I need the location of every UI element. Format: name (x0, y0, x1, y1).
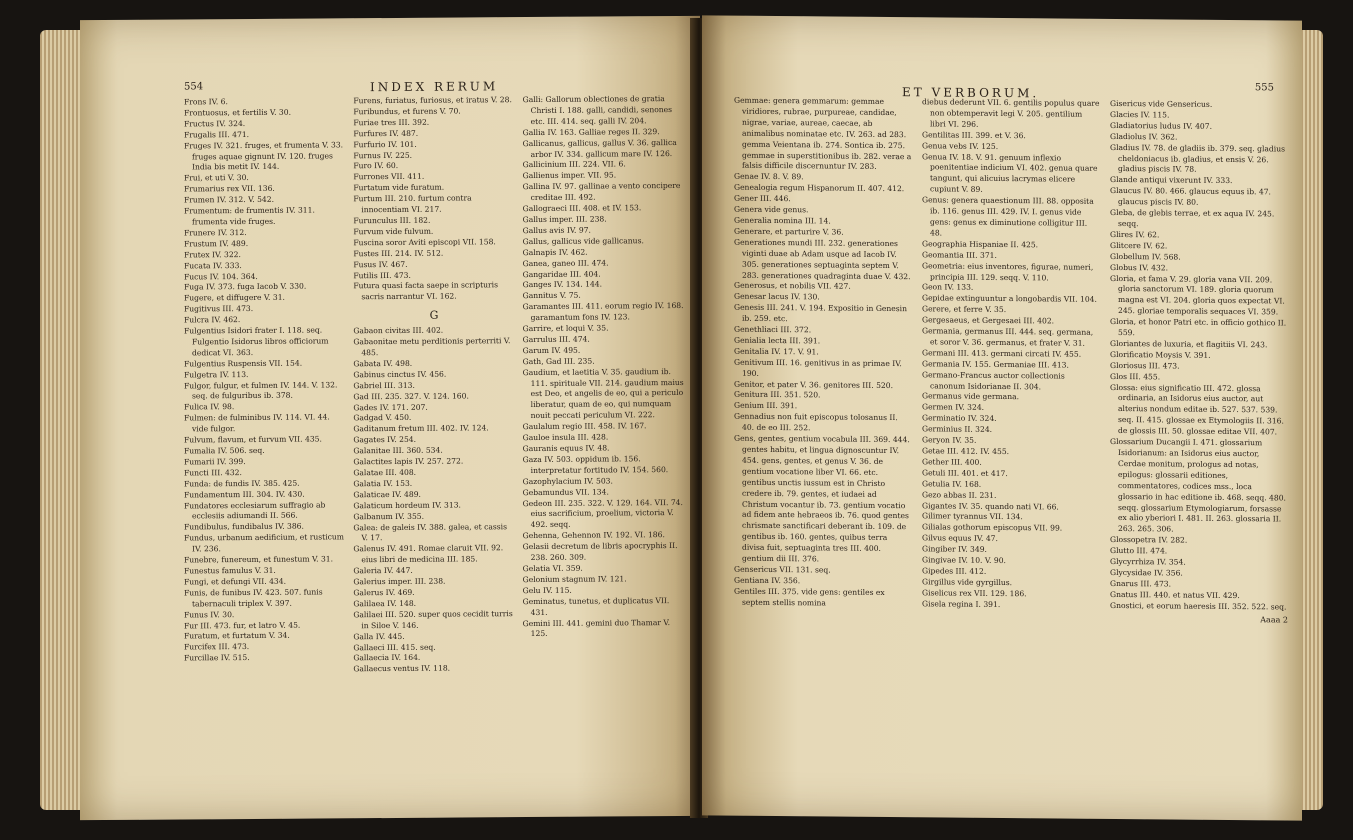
index-entry: Fumalia IV. 506. seq. (184, 445, 265, 456)
index-entry: Gedeon III. 235. 322. V. 129. 164. VII. 74. eius sacrificium, proelium, victoria V. 492. seqq. (522, 497, 683, 530)
index-entry: Galea: de galeis IV. 388. galea, et cassis V. 17. (353, 521, 507, 543)
index-entry: Glutto III. 474. (1110, 546, 1168, 556)
index-entry: Fulica IV. 98. (184, 402, 235, 412)
index-entry: Furiae tres III. 392. (353, 117, 430, 128)
index-entry: Gaza IV. 503. oppidum ib. 156. interpretatur fortitudo IV. 154. 560. (522, 454, 669, 475)
index-entry: Futilis III. 473. (353, 270, 411, 280)
index-entry: Galeria IV. 447. (353, 565, 413, 576)
index-entry: Gnatus III. 440. et natus VII. 429. (1110, 589, 1240, 600)
index-entry: Fulgetra IV. 113. (184, 369, 249, 380)
index-entry: Frugalis III. 471. (184, 129, 250, 140)
index-entry: Functi III. 432. (184, 467, 242, 478)
index-entry: Galatia IV. 153. (353, 478, 413, 489)
index-entry: Ganea, ganeo III. 474. (522, 258, 609, 268)
index-entry: Furfures IV. 487. (353, 128, 419, 138)
index-entry: Gingivae IV. 10. V. 90. (922, 555, 1006, 566)
index-entry: Fustes III. 214. IV. 512. (353, 248, 444, 258)
index-entry: Gergesaeus, et Gergesaei III. 402. (922, 315, 1055, 326)
index-entry: Getae III. 412. IV. 455. (922, 446, 1010, 457)
index-entry: Gladiatorius ludus IV. 407. (1110, 120, 1212, 131)
index-entry: Glossa: eius significatio III. 472. glossa ordinaria, an Isidorus eius auctor, aut alterius nondum editae ib. 527. 537. 539. seq. II. 415. glossae ex Etymologiis II. 316. de glossis III. 50. glossae editae VII. 407. (1110, 382, 1284, 437)
index-entry: Gelonium stagnum IV. 121. (522, 574, 627, 584)
index-entry: Gaditanum fretum III. 402. IV. 124. (353, 423, 489, 434)
index-entry: Germano-Francus auctor collectionis canonum Isidorianae II. 304. (922, 369, 1065, 391)
index-entry: Gallia IV. 163. Galliae reges II. 329. (522, 126, 660, 137)
index-entry: Genium III. 391. (734, 401, 798, 411)
index-entry: Frumen IV. 312. V. 542. (184, 194, 274, 205)
index-entry: Genus: genera quaestionum III. 88. opposita ib. 116. genus III. 429. IV. I. genus vide gens: genus ex diminutione colligitur III. 48. (922, 195, 1094, 238)
index-entry: Getulia IV. 168. (922, 479, 982, 489)
index-entry: Gangaridae III. 404. (522, 269, 601, 279)
index-entry: Gallaecia IV. 164. (353, 653, 421, 663)
index-entry: Fundus, urbanum aedificium, et rusticum IV. 236. (184, 532, 345, 554)
index-entry: Geon IV. 133. (922, 282, 974, 293)
index-entry: Getuli III. 401. et 417. (922, 468, 1008, 478)
index-entry: Fugitivus III. 473. (184, 304, 254, 314)
index-entry: Germinatio IV. 324. (922, 413, 997, 424)
index-entry: Fulcra IV. 462. (184, 315, 241, 325)
index-entry: Geographia Hispaniae II. 425. (922, 239, 1039, 250)
index-entry: Glossarium Ducangii I. 471. glossarium Isidorianum: an Isidorus eius auctor, Cerdae monitum, prologus ad notas, epilogus: glossarii editiones, commentatores, codices mss., loca glossario in hac editione ib. 468. seqq. 480. seqq. glossarium Etymologiarum, forsasse ex alio yberiori I. 481. II. 263. glossaria II. 263. 265. 306. (1110, 437, 1286, 534)
index-entry: Gleba, de glebis terrae, et ex aqua IV. 245. seqq. (1110, 208, 1275, 229)
index-entry: Germani III. 413. germani circati IV. 455. (922, 348, 1082, 359)
index-entry: Gehenna, Gehennon IV. 192. VI. 186. (522, 530, 665, 541)
index-entry: Genesis III. 241. V. 194. Expositio in Genesin ib. 259. etc. (734, 302, 907, 324)
index-entry: Gallus avis IV. 97. (522, 225, 591, 235)
index-entry: Gether III. 400. (922, 457, 982, 467)
index-entry: Gloriosus III. 473. (1110, 360, 1180, 371)
index-entry: Fulgentius Ruspensis VII. 154. (184, 358, 303, 369)
index-entry: Genesar lacus IV. 130. (734, 291, 820, 302)
index-entry: Genitor, et pater V. 36. genitores III. 520. (734, 379, 894, 390)
index-entry: Galbanum IV. 355. (353, 511, 425, 521)
index-entry: Glaucus IV. 80. 466. glaucus equus ib. 47. glaucus piscis IV. 80. (1110, 186, 1271, 207)
index-entry: Glorificatio Moysis V. 391. (1110, 349, 1211, 360)
index-entry: Fucus IV. 104. 364. (184, 271, 258, 281)
index-entry: Gensericus VII. 131. seq. (734, 564, 831, 575)
index-entry: Fucata IV. 333. (184, 260, 242, 271)
signature-mark: Aaaa 2 (1260, 614, 1288, 625)
index-entry: Ganges IV. 134. 144. (522, 279, 603, 290)
index-entry: Girgillus vide gyrgillus. (922, 577, 1013, 587)
index-entry: Glycyrrhiza IV. 354. (1110, 557, 1186, 567)
index-entry: Frumentum: de frumentis IV. 311. frumenta vide fruges. (184, 205, 315, 227)
index-entry: Frumarius rex VII. 136. (184, 184, 275, 194)
index-entry: Gallicinium III. 224. VII. 6. (522, 159, 626, 170)
index-entry: Gentiles III. 375. vide gens: gentiles ex septem stellis nomina (734, 586, 885, 608)
index-entry: Gerere, et ferre V. 35. (922, 304, 1007, 315)
index-entry: Frustum IV. 489. (184, 238, 249, 249)
index-entry: Gener III. 446. (734, 193, 791, 204)
index-entry: Gladius IV. 78. de gladiis ib. 379. seq. gladius cheldoniacus ib. gladius, et ensis V. 26. gladius piscis IV. 78. (1110, 142, 1286, 175)
index-columns (734, 96, 1288, 624)
index-entry: diebus dederunt VII. 6. gentilis populus quare non obtemperavit legi V. 205. gentilium libri VI. 296. (922, 97, 1100, 129)
index-entry: Gabata IV. 498. (353, 358, 413, 369)
index-entry: Generalia nomina III. 14. (734, 215, 831, 226)
index-entry: Fruges IV. 321. fruges, et frumenta V. 33. fruges aquae gignunt IV. 120. fruges India bis metit IV. 144. (184, 139, 344, 172)
index-entry: Gloriantes de luxuria, et flagitiis VI. 243. (1110, 338, 1268, 350)
index-entry: Gemmae: genera gemmarum: gemmae viridiores, rubrae, purpureae, candidae, nigrae, variae, aureae, caecae, ab animalibus nominatae etc. IV. 263. ad 283. gemma Veientana ib. 274. Sontica ib. 275. gemmae in superstitionibus ib. 282. verae a falsis difficile discernuntur IV. 283. (734, 95, 912, 172)
index-entry: Gabaon civitas III. 402. (353, 325, 444, 336)
index-entry: Gentiana IV. 356. (734, 575, 801, 586)
index-entry: Garum IV. 495. (522, 345, 581, 355)
index-entry: Galenus IV. 491. Romae claruit VII. 92. eius libri de medicina III. 185. (353, 543, 504, 565)
index-entry: Gebamundus VII. 134. (522, 487, 609, 497)
index-entry: Galerus IV. 469. (353, 587, 415, 598)
index-entry: Fusus IV. 467. (353, 259, 408, 269)
index-entry: Gazophylacium IV. 503. (522, 476, 613, 486)
index-entry: Genera vide genus. (734, 204, 809, 215)
index-entry: Fulmen: de fulminibus IV. 114. VI. 44. vide fulgor. (184, 412, 330, 434)
index-entry: Gennadius non fuit episcopus tolosanus II. 40. de eo III. 252. (734, 411, 898, 433)
index-entry: Gannitus V. 75. (522, 290, 581, 301)
index-entry: Futura quasi facta saepe in scripturis sacris narrantur VI. 162. (353, 280, 498, 302)
index-entry: Gisericus vide Gensericus. (1110, 98, 1213, 109)
index-entry: Gigantes IV. 35. quando nati VI. 66. (922, 500, 1059, 512)
index-entry: Gallicanus, gallicus, gallus V. 36. gallica arbor IV. 334. gallicum mare IV. 126. (522, 137, 677, 159)
index-entry: Galla IV. 445. (353, 631, 405, 641)
index-entry: Furibundus, et furens V. 70. (353, 106, 461, 117)
index-entry: Galerius imper. III. 238. (353, 576, 446, 587)
index-entry: Furcillae IV. 515. (184, 653, 250, 663)
index-entry: Genitalia IV. 17. V. 91. (734, 346, 819, 357)
index-column-3 (523, 94, 684, 674)
section-letter: G (429, 308, 439, 322)
index-entry: Fructus IV. 324. (184, 118, 246, 129)
index-entry: Glossopetra IV. 282. (1110, 535, 1188, 545)
index-entry: Frutex IV. 322. (184, 249, 241, 260)
index-entry: Gabriel III. 313. (353, 380, 415, 391)
book-edge-left (40, 30, 84, 810)
index-entry: Funebre, funereum, et funestum V. 31. (184, 554, 334, 565)
index-entry: Furrones VII. 411. (353, 172, 425, 182)
index-entry: Gades IV. 171. 207. (353, 402, 428, 412)
index-entry: Generationes mundi III. 232. generationes viginti duae ab Adam usque ad Iacob IV. 305. generationes septuaginta septem V. 283. generationes quadraginta duae V. 432. (734, 237, 911, 281)
index-entry: Fulvum, flavum, et furvum VII. 435. (184, 434, 322, 445)
page-number: 554 (184, 81, 204, 93)
index-entry: Fundatores ecclesiarum suffragio ab ecclesiis adiumandi II. 566. (184, 499, 326, 521)
index-entry: Gilvus equus IV. 47. (922, 533, 998, 544)
index-entry: Glitcere IV. 62. (1110, 240, 1168, 251)
index-entry: Gisela regina I. 391. (922, 598, 1001, 609)
index-entry: Gadgad V. 450. (353, 413, 412, 423)
index-entry: Fundibulus, fundibalus IV. 386. (184, 521, 304, 532)
index-entry: Globellum IV. 568. (1110, 251, 1181, 262)
index-entry: Gentilitas III. 399. et V. 36. (922, 130, 1026, 140)
index-entry: Furunculus III. 182. (353, 215, 431, 226)
index-entry: Galatae III. 408. (353, 467, 417, 478)
index-entry: Galaticae IV. 489. (353, 489, 421, 500)
index-entry: Globus IV. 432. (1110, 262, 1169, 273)
index-entry: Gloria, et fama V. 29. gloria vana VII. 209. gloria sanctorum VI. 189. gloria quorum magna est VI. 204. gloria quos expectat VI. 245. gloriae temporalis sequaces VI. 359. (1110, 273, 1285, 317)
index-entry: Furens, furiatus, furiosus, et iratus V. 28. (353, 95, 512, 106)
index-entry: Gath, Gad III. 235. (522, 356, 595, 366)
index-entry: Gnarus III. 473. (1110, 578, 1172, 589)
index-entry: Germanus vide germana. (922, 391, 1020, 402)
index-entry: Gaulalum regio III. 458. IV. 167. (522, 421, 647, 432)
index-entry: Fur III. 473. fur, et latro V. 45. (184, 620, 301, 630)
index-entry: Gallaecus ventus IV. 118. (353, 663, 451, 674)
index-entry: Galli: Gallorum oblectiones de gratia Christi I. 188. galli, candidi, senones etc. III. 414. seq. galli IV. 204. (522, 94, 673, 126)
index-entry: Genae IV. 8. V. 89. (734, 172, 804, 182)
index-entry: Germinius II. 324. (922, 424, 993, 435)
index-entry: Geometria: eius inventores, figurae, numeri, principia III. 129. seqq. V. 110. (922, 260, 1094, 282)
index-entry: Galaticum hordeum IV. 313. (353, 500, 461, 510)
index-entry: Galnapis IV. 462. (522, 247, 588, 257)
index-column-2 (353, 95, 514, 675)
index-entry: Gipedes III. 412. (922, 566, 987, 576)
index-entry: Geryon IV. 35. (922, 435, 977, 445)
index-entry: Furtum III. 210. furtum contra innocentiam VI. 217. (353, 193, 472, 215)
index-entry: Gallienus imper. VII. 95. (522, 170, 617, 181)
index-entry: Gelu IV. 115. (522, 585, 572, 595)
index-entry: Gallus, gallicus vide gallicanus. (522, 236, 644, 246)
book-edge-right (1299, 30, 1323, 810)
index-entry: Fulgentius Isidori frater I. 118. seq. Fulgentio Isidorus libros officiorum dedicat VI. 363. (184, 325, 329, 358)
index-entry: Generosus, et nobilis VII. 427. (734, 281, 851, 292)
index-entry: Fulgor, fulgur, et fulmen IV. 144. V. 132. seq. de fulguribus ib. 378. (184, 379, 338, 401)
index-entry: Galilaea IV. 148. (353, 598, 417, 609)
index-entry: Gelasii decretum de libris apocryphis II. 238. 260. 309. (522, 541, 678, 563)
index-entry: Fungi, et defungi VII. 434. (184, 576, 286, 587)
index-entry: Furfurio IV. 101. (353, 139, 417, 149)
index-entry: Fundamentum III. 304. IV. 430. (184, 489, 305, 500)
index-entry: Galilaei III. 520. super quos cecidit turris in Siloe V. 146. (353, 608, 513, 630)
index-entry: Gallaeci III. 415. seq. (353, 642, 436, 652)
index-entry: Glires IV. 62. (1110, 229, 1160, 240)
index-entry: Gilimer tyrannus VII. 134. (922, 511, 1023, 522)
index-entry: Garrulus III. 474. (522, 334, 590, 345)
index-entry: Giselicus rex VII. 129. 186. (922, 588, 1027, 598)
index-entry: Frunere IV. 312. (184, 227, 247, 238)
index-entry: Gad III. 235. 327. V. 124. 160. (353, 391, 469, 401)
index-entry: Genitura III. 351. 520. (734, 390, 821, 400)
index-entry: Furvum vide fulvum. (353, 226, 434, 237)
index-entry: Garrire, et loqui V. 35. (522, 323, 609, 334)
index-entry: Funestus famulus V. 31. (184, 565, 276, 576)
left-page (80, 16, 700, 820)
index-entry: Gepidae extinguuntur a longobardis VII. 104. (922, 293, 1097, 305)
index-entry: Gallograeci III. 408. et IV. 153. (522, 203, 642, 214)
index-column-3 (1110, 99, 1288, 624)
index-entry: Glacies IV. 115. (1110, 109, 1170, 120)
index-entry: Gelatia VI. 359. (522, 563, 583, 574)
index-column-1 (734, 96, 912, 621)
index-entry: Gabaonitae metu perditionis perterriti V. 485. (353, 336, 511, 358)
index-entry: Genua IV. 18. V. 91. genuum inflexio poenitentiae indicium VI. 402. genua quare tangunt, qui alicuius lacrymas elicere cupiunt V. 89. (922, 151, 1098, 195)
index-entry: Gauranis equus IV. 48. (522, 443, 610, 454)
index-entry: Gauloe insula III. 428. (522, 432, 609, 443)
index-entry: Germania, germanus III. 444. seq. germana, et soror V. 36. germanus, et frater V. 31. (922, 326, 1094, 348)
index-entry: Gens, gentes, gentium vocabula III. 369. 444. gentes habitu, et lingua dignoscuntur IV. 454. gens, gentes, et genus V. 36. de gentium vocatione liber VI. 66. etc. gentibus unctis iussum est in Christo credere ib. 79. gentes, et iudaei ad Christum vocantur ib. 73. gentium vocatio ad fidem ante hebraeos ib. 76. quod gentes chrismate sanctificari deberant ib. 109. de gentibus ib. 160. gentes, quibus terra divisa fuit, septuaginta tres III. 400. gentium dii III. 376. (734, 433, 910, 564)
index-entry: Galanitae III. 360. 534. (353, 445, 443, 456)
index-entry: Glycysidae IV. 356. (1110, 567, 1183, 578)
index-entry: Frontuosus, et fertilis V. 30. (184, 107, 291, 118)
index-entry: Gloria, et honor Patri etc. in officio gothico II. 559. (1110, 317, 1287, 338)
index-entry: Frons IV. 6. (184, 97, 228, 107)
index-entry: Fugere, et diffugere V. 31. (184, 293, 285, 303)
index-column-1 (184, 96, 345, 676)
index-entry: Fumarii IV. 399. (184, 456, 246, 467)
index-entry: Frui, et uti V. 30. (184, 173, 249, 183)
index-entry: Genialia lecta III. 391. (734, 335, 821, 346)
page-number: 555 (1254, 82, 1274, 94)
running-header: ET VERBORUM. (902, 85, 1040, 101)
index-entry: Gallina IV. 97. gallinae a vento concipere creditae III. 492. (522, 181, 681, 203)
index-entry: Gnostici, et eorum haeresis III. 352. 522. seq. (1110, 600, 1287, 612)
right-page (702, 15, 1302, 820)
index-entry: Genitivum III. 16. genitivus in as primae IV. 190. (734, 357, 902, 378)
index-entry: Gabinus cinctus IV. 456. (353, 369, 447, 380)
index-entry: Furatum, et furtatum V. 34. (184, 631, 290, 641)
index-entry: Gallus imper. III. 238. (522, 214, 607, 225)
index-entry: Gezo abbas II. 231. (922, 489, 997, 500)
index-entry: Furcifex III. 473. (184, 642, 250, 652)
index-column-2 (922, 97, 1100, 622)
index-entry: Genealogia regum Hispanorum II. 407. 412. (734, 182, 905, 194)
index-entry: Gemini III. 441. gemini duo Thamar V. 125. (522, 617, 671, 639)
index-entry: Funus IV. 30. (184, 609, 235, 620)
running-header: INDEX RERUM (370, 79, 499, 95)
index-entry: Generare, et parturire V. 36. (734, 226, 844, 237)
index-entry: Glande antiqui vixerunt IV. 333. (1110, 175, 1233, 186)
index-entry: Funda: de fundis IV. 385. 425. (184, 478, 300, 489)
index-entry: Furnus IV. 225. (353, 150, 413, 160)
index-columns (184, 94, 684, 677)
index-entry: Funis, de funibus IV. 423. 507. funis tabernaculi triplex V. 397. (184, 587, 323, 609)
index-entry: Gingiber IV. 349. (922, 544, 987, 555)
index-entry: Galactites lapis IV. 257. 272. (353, 456, 464, 467)
index-entry: Gilialas gothorum episcopus VII. 99. (922, 522, 1063, 533)
index-entry: Geminatus, tunetus, et duplicatus VII. 431. (522, 595, 670, 617)
open-book (40, 18, 1323, 830)
index-entry: Glos III. 455. (1110, 371, 1161, 382)
index-entry: Gladiolus IV. 362. (1110, 131, 1178, 142)
index-entry: Furtatum vide furatum. (353, 182, 445, 193)
index-entry: Germania IV. 155. Germaniae III. 413. (922, 359, 1069, 370)
index-entry: Fuga IV. 373. fuga Iacob V. 330. (184, 281, 307, 292)
index-entry: Gaudium, et laetitia V. 35. gaudium ib. 111. spirituale VII. 214. gaudium maius est Deo, et angelis de eo, qui a periculo liberatur, quam de eo, qui numquam nouit peccati periculum VI. 222. (522, 366, 684, 421)
index-entry: Gagates IV. 254. (353, 435, 417, 445)
index-entry: Genethliaci III. 372. (734, 324, 812, 335)
index-entry: Geomantia III. 371. (922, 249, 997, 260)
index-entry: Furo IV. 60. (353, 161, 399, 171)
index-entry: Garamantes III. 411. eorum regio IV. 168. garamantum fons IV. 123. (522, 301, 684, 323)
index-entry: Genua vebs IV. 125. (922, 140, 999, 151)
index-entry: Germen IV. 324. (922, 402, 985, 413)
index-entry: Fuscina soror Aviti episcopi VII. 158. (353, 237, 496, 248)
